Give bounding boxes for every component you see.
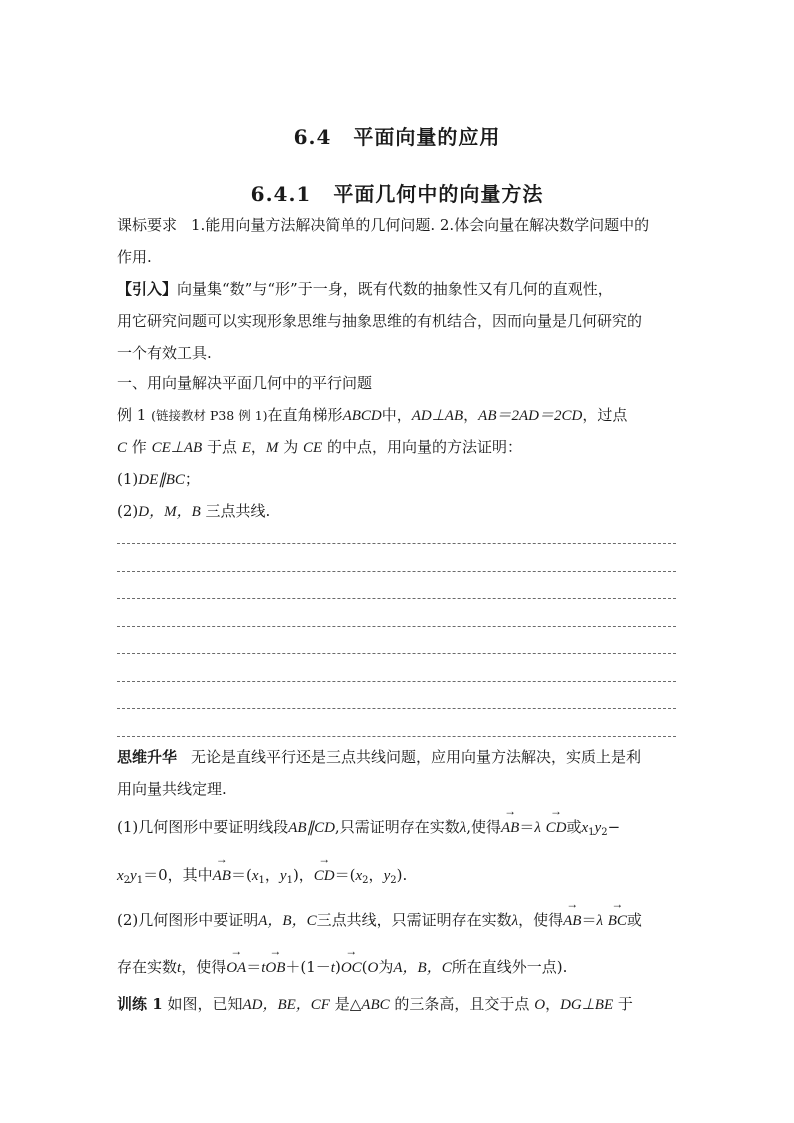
summary-math: y xyxy=(130,868,137,884)
example-math: E xyxy=(241,440,251,456)
example-text: 于点 xyxy=(206,438,237,456)
subsection-number: 6.4.1 xyxy=(250,182,312,206)
summary-math: λ xyxy=(511,913,519,929)
answer-line xyxy=(117,736,676,737)
summary-math: A，B，C xyxy=(258,913,317,929)
example-text: 在直角梯形 xyxy=(267,406,343,424)
summary-text: 用向量共线定理. xyxy=(117,780,227,798)
training-text: ， xyxy=(545,995,561,1013)
summary-math: x xyxy=(251,868,259,884)
summary-text: 或 xyxy=(566,818,582,836)
summary-math: A，B，C xyxy=(393,960,452,976)
vector-cd: → CD xyxy=(314,866,335,886)
summary-text: 无论是直线平行还是三点共线问题，应用向量方法解决，实质上是利 xyxy=(191,748,642,766)
section-heading-text: 一、用向量解决平面几何中的平行问题 xyxy=(117,374,373,392)
summary-text: ( xyxy=(361,958,368,976)
training-text: 是△ xyxy=(334,995,362,1013)
section-title-text: 平面向量的应用 xyxy=(353,125,501,149)
vector-ab: → AB xyxy=(213,866,231,886)
standard-line-2 xyxy=(117,247,683,267)
summary-text: ＝( xyxy=(230,866,252,884)
example-text: 作 xyxy=(131,438,147,456)
answer-line xyxy=(117,708,676,709)
standard-label: 课标要求 xyxy=(117,216,178,234)
vector-cd: → CD xyxy=(546,818,567,838)
summary-text: ＝ xyxy=(246,958,262,976)
summary-text: ). xyxy=(396,866,408,884)
example-text: 三点共线. xyxy=(205,502,271,520)
answer-line xyxy=(117,571,676,572)
example-1-line-2 xyxy=(117,437,683,458)
example-1-part-2 xyxy=(117,501,683,522)
summary-math: x xyxy=(117,868,124,884)
summary-text: 或 xyxy=(626,911,642,929)
training-1-line-1 xyxy=(117,994,683,1015)
section-heading-parallel xyxy=(117,373,683,393)
summary-math: t xyxy=(177,960,182,976)
example-math: C xyxy=(117,440,128,456)
example-math: CE⊥AB xyxy=(151,440,203,456)
standard-text-2: 作用. xyxy=(117,248,152,266)
example-text: 为 xyxy=(283,438,299,456)
summary-math: y xyxy=(279,868,287,884)
example-math: DE∥BC xyxy=(138,472,185,488)
part-number: (2) xyxy=(117,502,139,520)
example-text: 中， xyxy=(381,406,412,424)
training-text: 如图，已知 xyxy=(167,995,243,1013)
summary-text: ＝( xyxy=(334,866,356,884)
subsection-title xyxy=(0,178,794,207)
answer-line xyxy=(117,543,676,544)
section-number: 6.4 xyxy=(293,125,332,149)
example-math: CE xyxy=(303,440,323,456)
summary-math: x xyxy=(355,868,363,884)
summary-text: ， xyxy=(368,866,384,884)
part-number: (1) xyxy=(117,470,139,488)
training-math: ABC xyxy=(361,997,390,1013)
summary-math: x xyxy=(581,820,589,836)
example-text: ， xyxy=(250,438,266,456)
summary-text: ,使得 xyxy=(466,818,501,836)
summary-text: ，使得 xyxy=(181,958,227,976)
answer-line xyxy=(117,681,676,682)
summary-text: ， xyxy=(264,866,280,884)
example-1-part-1 xyxy=(117,469,683,490)
training-math: O xyxy=(534,997,546,1013)
summary-text: ＝ xyxy=(519,818,535,836)
summary-math: t xyxy=(330,960,335,976)
summary-math: O xyxy=(367,960,379,976)
summary-point-2-cont xyxy=(117,957,683,978)
summary-text: (2)几何图形中要证明 xyxy=(117,911,259,929)
summary-text: ，使得 xyxy=(518,911,564,929)
answer-line xyxy=(117,598,676,599)
vector-ab: → AB xyxy=(563,911,581,931)
summary-point-2 xyxy=(117,910,683,931)
example-reference: (链接教材 P38 例 1) xyxy=(151,408,268,423)
summary-text: (1)几何图形中要证明线段 xyxy=(117,818,289,836)
intro-line-1 xyxy=(117,279,683,299)
example-math: M xyxy=(265,440,279,456)
summary-math: λ xyxy=(534,820,541,836)
summary-math: λ xyxy=(459,820,467,836)
summary-text: )， xyxy=(292,866,314,884)
summary-text: − xyxy=(607,818,621,836)
example-1-line-1 xyxy=(117,405,683,426)
summary-math: y xyxy=(383,868,391,884)
summary-text: 所在直线外一点). xyxy=(451,958,568,976)
vector-oc: → OC xyxy=(341,958,362,978)
training-label: 训练 1 xyxy=(117,995,163,1013)
summary-math: y xyxy=(594,820,602,836)
answer-line xyxy=(117,626,676,627)
example-label: 例 1 xyxy=(117,406,147,424)
intro-text-1: 向量集“数”与“形”于一身，既有代数的抽象性又有几何的直观性， xyxy=(177,280,613,298)
standard-line-1 xyxy=(117,215,683,235)
intro-line-3 xyxy=(117,343,683,363)
answer-line xyxy=(117,653,676,654)
summary-text: 为 xyxy=(378,958,394,976)
summary-point-1-cont: $x_2y_1=0$，其中→ $AB=(x_1$，$y_1$)，→ $CD=(x_2$，$y_2$). xyxy=(117,865,683,886)
summary-point-1: (1)几何图形中要证明线段AB∥CD,只需证明存在实数λ,使得→ AB＝λ → CD或$x_1y_2-$ xyxy=(117,817,683,838)
standard-text-1: 1.能用向量方法解决简单的几何问题. 2.体会向量在解决数学问题中的 xyxy=(191,216,650,234)
summary-line-2 xyxy=(117,779,683,799)
training-math: DG⊥BE xyxy=(560,997,614,1013)
example-text: ； xyxy=(184,470,200,488)
example-math: D，M，B xyxy=(138,504,201,520)
summary-text: 三点共线，只需证明存在实数 xyxy=(316,911,512,929)
training-text: 的三条高，且交于点 xyxy=(394,995,530,1013)
summary-text: ) xyxy=(334,958,341,976)
summary-text: ,只需证明存在实数 xyxy=(334,818,460,836)
example-text: 的中点，用向量的方法证明： xyxy=(326,438,522,456)
summary-math: AB∥CD xyxy=(288,820,335,836)
example-text: ， xyxy=(463,406,479,424)
intro-text-3: 一个有效工具. xyxy=(117,344,212,362)
summary-math: λ xyxy=(596,913,603,929)
summary-math: t xyxy=(261,960,266,976)
intro-text-2: 用它研究问题可以实现形象思维与抽象思维的有机结合，因而向量是几何研究的 xyxy=(117,312,643,330)
example-math: AB＝2AD＝2CD xyxy=(478,408,583,424)
summary-text: ＝0，其中 xyxy=(143,866,213,884)
summary-label: 思维升华 xyxy=(117,748,178,766)
summary-text: 存在实数 xyxy=(117,958,178,976)
training-text: 于 xyxy=(617,995,633,1013)
summary-line-1 xyxy=(117,747,683,767)
example-math: AD⊥AB xyxy=(411,408,464,424)
intro-line-2 xyxy=(117,311,683,331)
summary-text: ＋(1－ xyxy=(285,958,331,976)
vector-ab: → AB xyxy=(501,818,519,838)
example-math: ABCD xyxy=(342,408,382,424)
intro-label: 【引入】 xyxy=(117,280,178,298)
subsection-title-text: 平面几何中的向量方法 xyxy=(333,182,544,206)
vector-ob: → OB xyxy=(265,958,285,978)
vector-oa: → OA xyxy=(226,958,246,978)
summary-text: ＝ xyxy=(581,911,597,929)
section-title xyxy=(0,121,794,150)
training-math: AD，BE，CF xyxy=(242,997,330,1013)
vector-bc: → BC xyxy=(608,911,627,931)
example-text: ，过点 xyxy=(582,406,628,424)
